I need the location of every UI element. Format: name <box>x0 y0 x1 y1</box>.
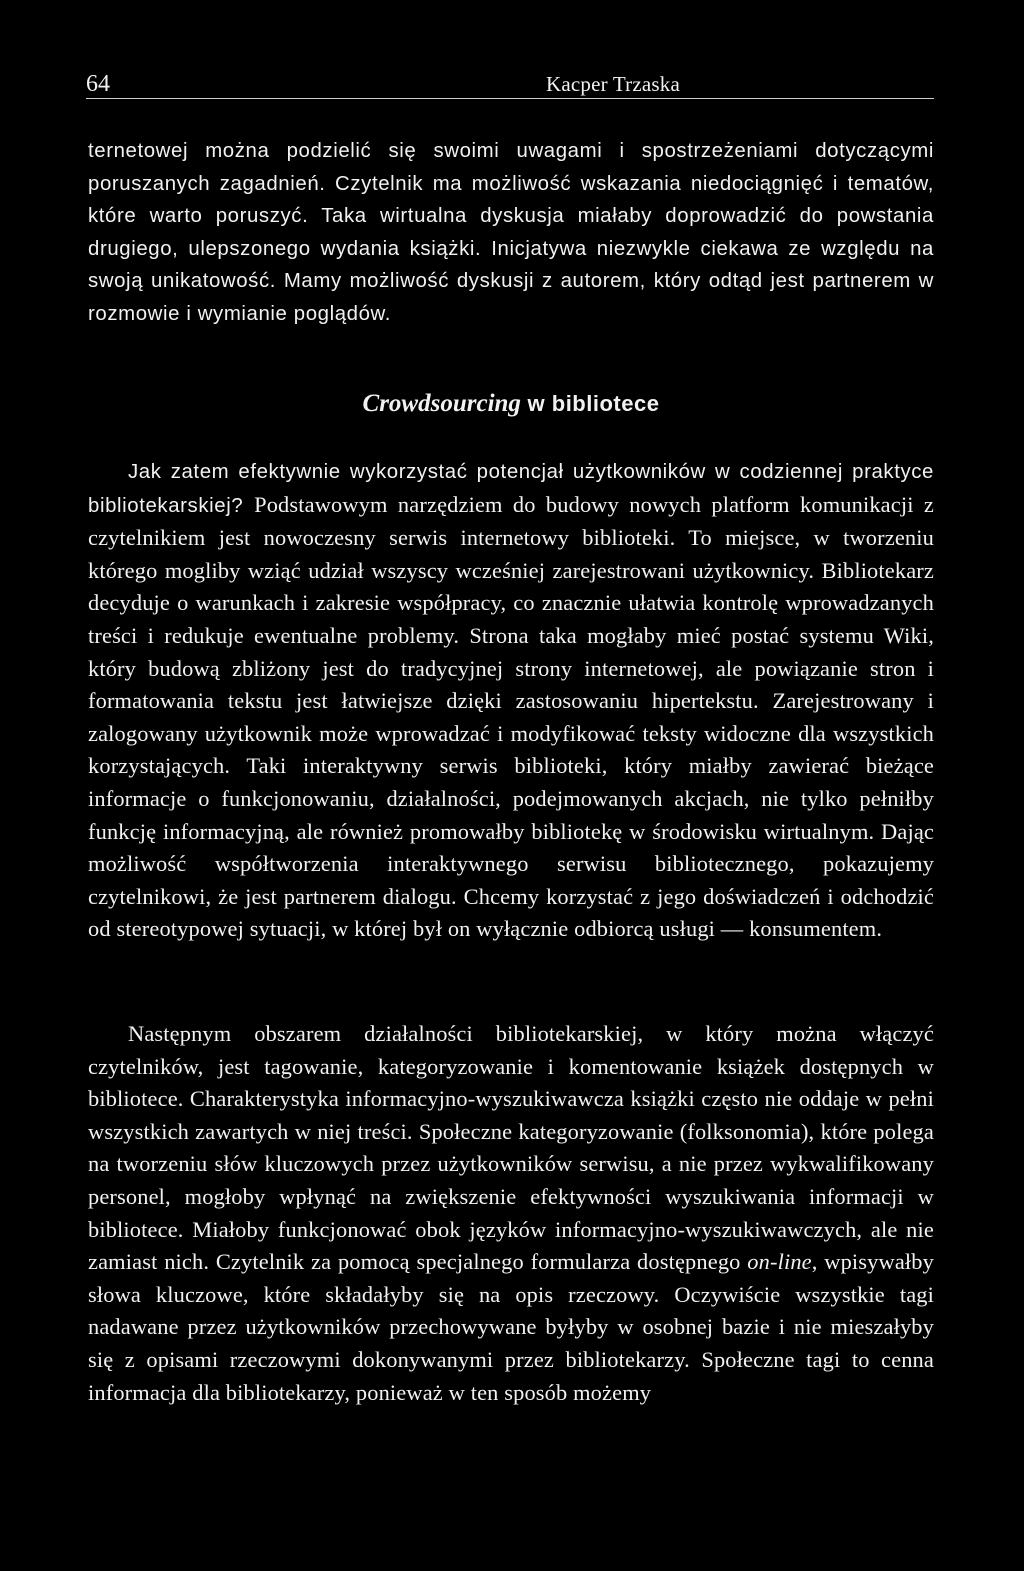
paragraph-platforms-lead: Jak zatem efektywnie wykorzystać potencjał użytkowników w codziennej praktyce bibliotekarskiej? <box>88 461 934 517</box>
header-rule <box>86 98 934 99</box>
paragraph-tagging-b: , wpisywałby słowa kluczowe, które składałyby się na opis rzeczowy. Oczywiście wszystkie tagi nadawane przez użytkowników przechowywane byłyby w osobnej bazie i nie mieszałyby się z opisami rzeczowymi dokonywanymi przez bibliotekarzy. Społeczne tagi to cenna informacja dla bibliotekarzy, ponieważ w ten sposób możemy <box>88 1249 934 1405</box>
running-head: Kacper Trzaska <box>546 72 681 96</box>
section-title-rest: w bibliotece <box>520 391 660 416</box>
section-title-italic: Crowdsourcing <box>362 390 521 417</box>
paragraph-tagging-italic: on-line <box>747 1249 812 1275</box>
page-number: 64 <box>86 71 110 97</box>
paragraph-platforms <box>88 455 934 946</box>
paragraph-tagging <box>88 1018 934 1409</box>
paragraph-intro: ternetowej można podzielić się swoimi uwagami i spostrzeżeniami dotyczącymi poruszanych zagadnień. Czytelnik ma możliwość wskazania niedociągnięć i tematów, które warto poruszyć. Taka wirtualna dyskusja miałaby doprowadzić do powstania drugiego, ulepszonego wydania książki. Inicjatywa niezwykle ciekawa ze względu na swoją unikatowość. Mamy możliwość dyskusji z autorem, który odtąd jest partnerem w rozmowie i wymianie poglądów. <box>88 140 934 325</box>
page-header <box>86 70 934 100</box>
paragraph-platforms-body: Podstawowym narzędziem do budowy nowych platform komunikacji z czytelnikiem jest nowoczesny serwis internetowy biblioteki. To miejsce, w tworzeniu którego mogliby wziąć udział wszyscy wcześniej zarejestrowani użytkownicy. Bibliotekarz decyduje o warunkach i zakresie współpracy, co znacznie ułatwia kontrolę wprowadzanych treści i redukuje ewentualne problemy. Strona taka mogłaby mieć postać systemu Wiki, który budową zbliżony jest do tradycyjnej strony internetowej, ale powiązanie stron i formatowania tekstu jest łatwiejsze dzięki zastosowaniu hipertekstu. Zarejestrowany i zalogowany użytkownik może wprowadzać i modyfikować teksty widoczne dla wszystkich korzystających. Taki interaktywny serwis biblioteki, który miałby zawierać bieżące informacje o funkcjonowaniu, działalności, podejmowanych akcjach, nie tylko pełniłby funkcję informacyjną, ale również promowałby bibliotekę w środowisku wirtualnym. Dając możliwość współtworzenia interaktywnego serwisu bibliotecznego, pokazujemy czytelnikowi, że jest partnerem dialogu. Chcemy korzystać z jego doświadczeń i odchodzić od stereotypowej sytuacji, w której był on wyłącznie odbiorcą usługi — konsumentem. <box>88 491 934 942</box>
paragraph-tagging-a: Następnym obszarem działalności bibliotekarskiej, w który można włączyć czytelników, jest tagowanie, kategoryzowanie i komentowanie książek dostępnych w bibliotece. Charakterystyka informacyjno-wyszukiwawcza książki często nie oddaje w pełni wszystkich zawartych w niej treści. Społeczne kategoryzowanie (folksonomia), które polega na tworzeniu słów kluczowych przez użytkowników serwisu, a nie przez wykwalifikowany personel, mogłoby wpłynąć na zwiększenie efektywności wyszukiwania informacji w bibliotece. Miałoby funkcjonować obok języków informacyjno-wyszukiwawczych, ale nie zamiast nich. Czytelnik za pomocą specjalnego formularza dostępnego <box>88 1021 934 1275</box>
section-title <box>88 388 934 420</box>
